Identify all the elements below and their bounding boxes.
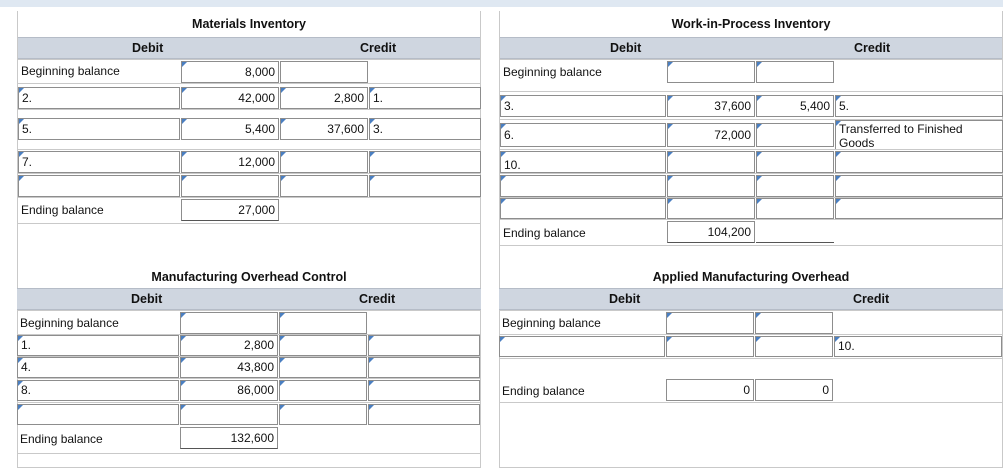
credit-account-select[interactable] <box>369 151 481 173</box>
credit-input[interactable]: 2,800 <box>280 87 368 109</box>
credit-account-select[interactable]: Transferred to Finished Goods <box>835 120 1003 150</box>
input-flag-icon <box>181 336 186 341</box>
input-flag-icon <box>182 62 187 67</box>
credit-input[interactable] <box>756 123 834 147</box>
debit-input[interactable]: 86,000 <box>180 380 278 401</box>
account-select[interactable]: 6. <box>500 123 666 147</box>
ending-balance-value: 27,000 <box>181 199 279 221</box>
account-select[interactable] <box>499 336 665 357</box>
t-account-row <box>18 149 480 173</box>
t-account-row <box>17 402 481 426</box>
t-account-row <box>500 173 1002 197</box>
input-flag-icon <box>182 119 187 124</box>
input-flag-icon <box>280 313 285 318</box>
credit-account-select[interactable]: 3. <box>369 118 481 140</box>
top-bar <box>0 0 1003 7</box>
credit-input[interactable] <box>756 61 834 83</box>
credit-account-select[interactable] <box>368 404 480 425</box>
ending-balance-row <box>500 219 1002 245</box>
credit-input[interactable] <box>279 404 367 425</box>
input-flag-icon <box>836 176 841 181</box>
input-flag-icon <box>182 152 187 157</box>
input-flag-icon <box>369 358 374 363</box>
account-select[interactable]: 2. <box>18 87 180 109</box>
debit-input[interactable] <box>666 312 754 334</box>
credit-account-select[interactable] <box>368 335 480 356</box>
credit-input[interactable] <box>279 312 367 334</box>
input-flag-icon <box>182 176 187 181</box>
input-flag-icon <box>181 358 186 363</box>
row-label: Beginning balance <box>502 316 601 330</box>
input-flag-icon <box>281 88 286 93</box>
input-flag-icon <box>757 199 762 204</box>
row-label: Ending balance <box>503 226 586 240</box>
t-account-row <box>500 149 1002 173</box>
credit-input[interactable] <box>279 335 367 356</box>
input-flag-icon <box>281 176 286 181</box>
input-flag-icon <box>369 336 374 341</box>
debit-input[interactable] <box>180 404 278 425</box>
account-select[interactable]: 4. <box>17 357 179 378</box>
debit-input[interactable]: 8,000 <box>181 61 279 83</box>
credit-input[interactable]: 5,400 <box>756 95 834 117</box>
account-title: Manufacturing Overhead Control <box>151 270 347 284</box>
input-flag-icon <box>370 152 375 157</box>
t-account-row <box>17 356 481 378</box>
credit-header: Credit <box>853 292 890 306</box>
input-flag-icon <box>757 62 762 67</box>
account-select[interactable]: 10. <box>500 151 666 173</box>
row-label: Beginning balance <box>21 64 120 78</box>
account-title: Materials Inventory <box>192 17 306 31</box>
credit-input[interactable]: 37,600 <box>280 118 368 140</box>
overhead-control-account <box>17 264 481 468</box>
input-flag-icon <box>280 381 285 386</box>
input-flag-icon <box>181 381 186 386</box>
credit-account-select[interactable] <box>835 151 1003 173</box>
input-flag-icon <box>836 199 841 204</box>
spacer-row <box>500 245 1002 246</box>
debit-input[interactable]: 72,000 <box>667 123 755 147</box>
input-flag-icon <box>280 336 285 341</box>
debit-input[interactable] <box>667 151 755 173</box>
account-select[interactable] <box>500 198 666 219</box>
account-select[interactable]: 7. <box>18 151 180 173</box>
credit-input[interactable] <box>756 198 834 219</box>
row-label: Ending balance <box>21 203 104 217</box>
input-flag-icon <box>281 152 286 157</box>
t-account-row <box>18 173 480 197</box>
column-header <box>499 288 1003 310</box>
debit-input[interactable]: 37,600 <box>667 95 755 117</box>
credit-account-select[interactable] <box>368 380 480 401</box>
debit-input[interactable]: 12,000 <box>181 151 279 173</box>
debit-input[interactable] <box>181 175 279 197</box>
credit-input[interactable] <box>280 175 368 197</box>
input-flag-icon <box>668 176 673 181</box>
t-account-row <box>500 91 1002 119</box>
debit-header: Debit <box>131 292 163 306</box>
account-title: Applied Manufacturing Overhead <box>652 270 850 284</box>
credit-account-select[interactable]: 1. <box>369 87 481 109</box>
input-flag-icon <box>757 124 762 129</box>
input-flag-icon <box>370 176 375 181</box>
input-flag-icon <box>369 381 374 386</box>
input-flag-icon <box>280 358 285 363</box>
credit-account-select[interactable] <box>368 357 480 378</box>
input-flag-icon <box>668 124 673 129</box>
applied-overhead-account <box>499 264 1003 468</box>
input-flag-icon <box>181 405 186 410</box>
input-flag-icon <box>757 96 762 101</box>
debit-input[interactable] <box>666 336 754 357</box>
input-flag-icon <box>182 88 187 93</box>
credit-input[interactable] <box>756 151 834 173</box>
t-account-row <box>500 59 1002 91</box>
debit-input[interactable]: 42,000 <box>181 87 279 109</box>
t-account-row <box>18 59 480 83</box>
ending-balance-value: 132,600 <box>180 427 278 449</box>
column-header <box>17 288 481 310</box>
row-label: Ending balance <box>20 432 103 446</box>
row-label: Beginning balance <box>503 65 602 79</box>
t-account-row <box>499 334 1003 358</box>
input-flag-icon <box>668 152 673 157</box>
credit-input[interactable] <box>756 175 834 197</box>
account-select[interactable] <box>18 175 180 197</box>
input-flag-icon <box>667 337 672 342</box>
account-select[interactable] <box>500 175 666 197</box>
row-label: Ending balance <box>502 384 585 398</box>
input-flag-icon <box>18 405 23 410</box>
debit-header: Debit <box>132 41 164 55</box>
ending-balance-row <box>17 426 481 452</box>
input-flag-icon <box>501 199 506 204</box>
credit-input[interactable] <box>755 312 833 334</box>
t-account-row <box>499 310 1003 334</box>
input-flag-icon <box>836 152 841 157</box>
t-account-row <box>18 83 480 109</box>
input-flag-icon <box>757 176 762 181</box>
ending-balance-credit <box>756 221 834 243</box>
input-flag-icon <box>280 405 285 410</box>
account-select[interactable]: 1. <box>17 335 179 356</box>
input-flag-icon <box>281 119 286 124</box>
account-select[interactable] <box>17 404 179 425</box>
credit-account-select[interactable]: 5. <box>835 95 1003 117</box>
input-flag-icon <box>668 199 673 204</box>
debit-header: Debit <box>610 41 642 55</box>
row-label: Beginning balance <box>20 316 119 330</box>
input-flag-icon <box>501 176 506 181</box>
t-account-row <box>17 378 481 402</box>
input-flag-icon <box>756 313 761 318</box>
debit-input[interactable] <box>667 175 755 197</box>
credit-input[interactable] <box>755 336 833 357</box>
t-account-row <box>18 109 480 149</box>
debit-input[interactable] <box>667 198 755 219</box>
t-account-row <box>17 310 481 334</box>
input-flag-icon <box>668 62 673 67</box>
t-account-row <box>500 197 1002 219</box>
input-flag-icon <box>369 405 374 410</box>
debit-input[interactable] <box>180 312 278 334</box>
spacer-row <box>17 453 481 454</box>
credit-input[interactable] <box>279 357 367 378</box>
debit-header: Debit <box>609 292 641 306</box>
credit-account-select[interactable] <box>369 175 481 197</box>
ending-balance-credit: 0 <box>755 379 833 401</box>
account-title: Work-in-Process Inventory <box>671 17 831 31</box>
input-flag-icon <box>181 313 186 318</box>
ending-balance-value: 104,200 <box>667 221 755 243</box>
input-flag-icon <box>757 152 762 157</box>
credit-input[interactable] <box>280 61 368 83</box>
account-select[interactable]: 3. <box>500 95 666 117</box>
spacer-row <box>499 402 1003 403</box>
debit-input[interactable]: 43,800 <box>180 357 278 378</box>
account-select[interactable]: 5. <box>18 118 180 140</box>
debit-input[interactable]: 5,400 <box>181 118 279 140</box>
credit-input[interactable] <box>280 151 368 173</box>
t-account-row <box>17 334 481 356</box>
credit-header: Credit <box>359 292 396 306</box>
credit-account-select[interactable]: 10. <box>834 336 1002 357</box>
column-header <box>500 37 1002 59</box>
spacer-row <box>18 223 480 224</box>
credit-account-select[interactable] <box>835 175 1003 197</box>
credit-account-select[interactable] <box>835 198 1003 219</box>
input-flag-icon <box>668 96 673 101</box>
debit-input[interactable] <box>667 61 755 83</box>
debit-input[interactable]: 2,800 <box>180 335 278 356</box>
input-flag-icon <box>756 337 761 342</box>
t-account-row <box>500 119 1002 149</box>
input-flag-icon <box>667 313 672 318</box>
input-flag-icon <box>500 337 505 342</box>
ending-balance-row <box>18 197 480 223</box>
input-flag-icon <box>19 176 24 181</box>
column-header <box>18 37 480 59</box>
account-select[interactable]: 8. <box>17 380 179 401</box>
credit-header: Credit <box>854 41 891 55</box>
credit-input[interactable] <box>279 380 367 401</box>
credit-header: Credit <box>360 41 397 55</box>
ending-balance-debit: 0 <box>666 379 754 401</box>
